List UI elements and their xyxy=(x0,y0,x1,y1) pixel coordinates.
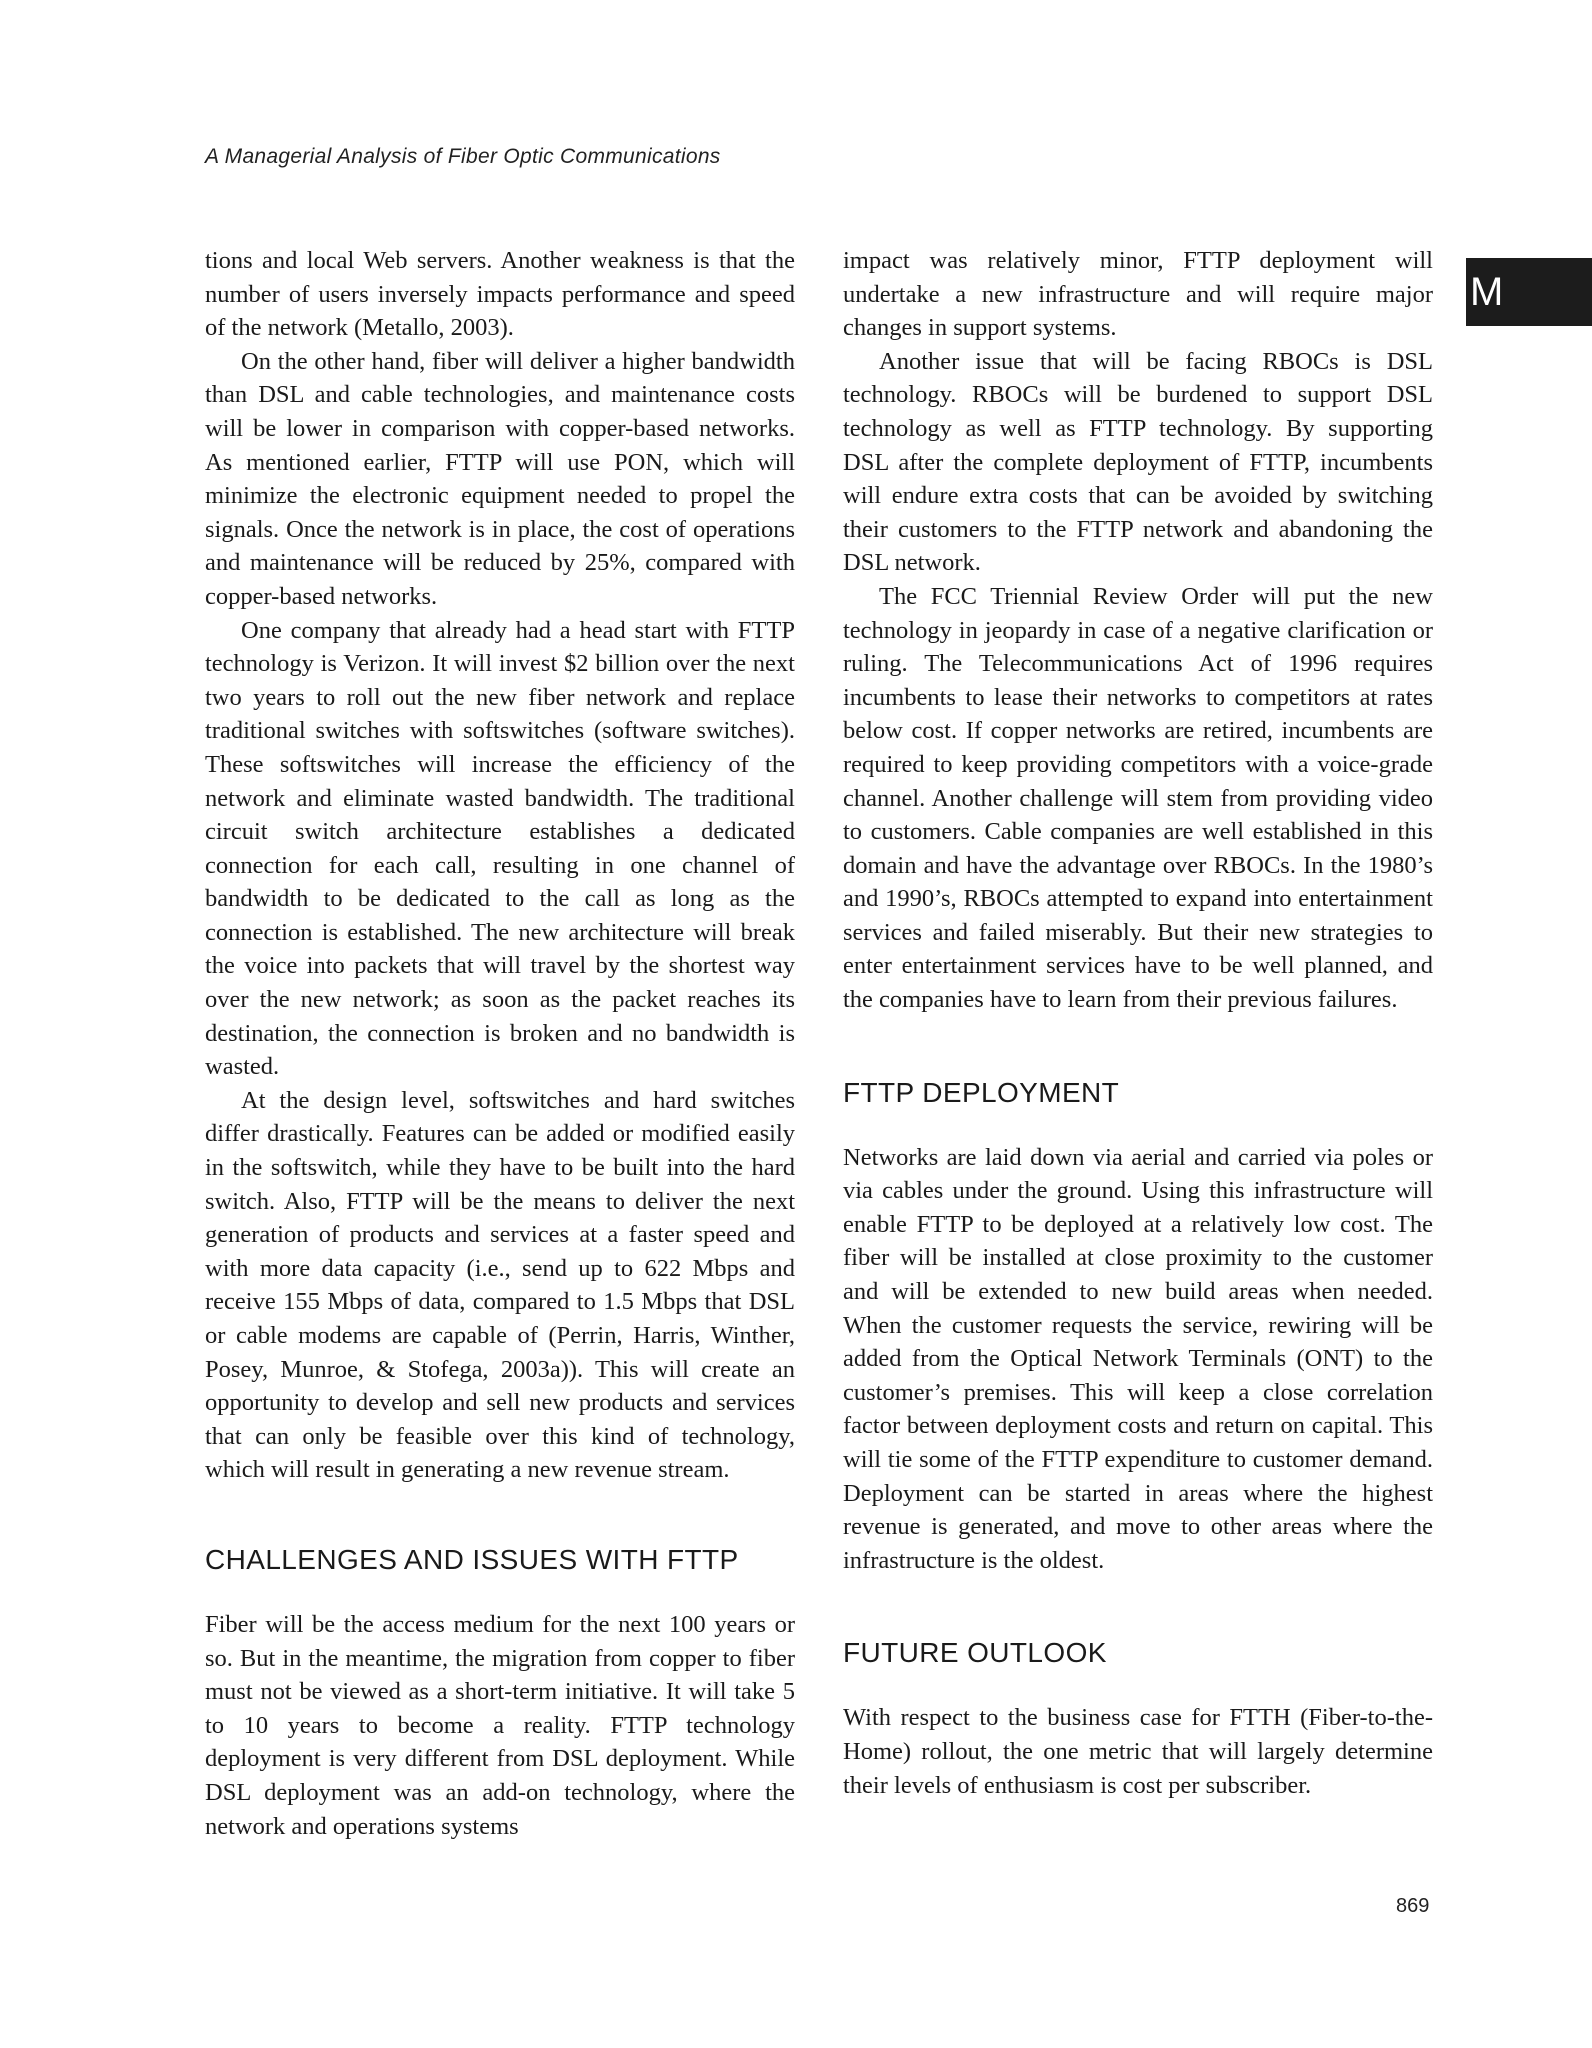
paragraph: Networks are laid down via aerial and carried via poles or via cables under the ground. Using this infrastructure will enable FTTP to be deployed at a relatively low cost. The fiber will be installed at close proximity to the customer and will be extended to new build areas when needed. When the customer requests the service, rewiring will be added from the Optical Network Terminals (ONT) to the customer’s premises. This will keep a close correlation factor between deployment costs and return on capital. This will tie some of the FTTP expenditure to customer demand. Deployment can be started in areas where the highest revenue is generated, and move to other areas where the infrastructure is the oldest. xyxy=(843,1143,1433,1574)
section-tab-marker: M xyxy=(1466,258,1592,326)
paragraph: With respect to the business case for FTTH (Fiber-to-the-Home) rollout, the one metric that will largely determine their levels of enthusiasm is cost per subscriber. xyxy=(843,1704,1433,1799)
section-heading-outlook: FUTURE OUTLOOK xyxy=(843,1637,1107,1669)
section-heading-challenges: CHALLENGES AND ISSUES WITH FTTP xyxy=(205,1543,739,1575)
paragraph: Another issue that will be facing RBOCs is DSL technology. RBOCs will be burdened to support DSL technology as well as FTTP technology. By supporting DSL after the complete deployment of FTTP, incumbents will endure extra costs that can be avoided by switching their customers to the FTTP network and abandoning the DSL network. xyxy=(843,347,1433,577)
paragraph: The FCC Triennial Review Order will put the new technology in jeopardy in case of a negative clarification or ruling. The Telecommunications Act of 1996 requires incumbents to lease their networks to competitors at rates below cost. If copper networks are retired, incumbents are required to keep providing competitors with a voice-grade channel. Another challenge will stem from providing video to customers. Cable companies are well established in this domain and have the advantage over RBOCs. In the 1980’s and 1990’s, RBOCs attempted to expand into entertainment services and failed miserably. But their new strategies to enter entertainment services have to be well planned, and the companies have to learn from their previous failures. xyxy=(843,582,1433,1014)
paragraph: At the design level, softswitches and hard switches differ drastically. Features can be added or modified easily in the softswitch, while they have to be built into the hard switch. Also, FTTP will be the means to deliver the next generation of products and services at a faster speed and with more data capacity (i.e., send up to 622 Mbps and receive 155 Mbps of data, compared to 1.5 Mbps that DSL or cable modems are capable of (Perrin, Harris, Winther, Posey, Munroe, & Stofega, 2003a)). This will create an opportunity to develop and sell new products and services that can only be feasible over this kind of technology, which will result in generating a new revenue stream. xyxy=(205,1086,795,1484)
paragraph: impact was relatively minor, FTTP deployment will undertake a new infrastructure and will require major changes in support systems. xyxy=(843,247,1433,342)
section-heading-deployment: FTTP DEPLOYMENT xyxy=(843,1076,1120,1108)
paragraph: Fiber will be the access medium for the next 100 years or so. But in the meantime, the migration from copper to fiber must not be viewed as a short-term initiative. It will take 5 to 10 years to become a reality. FTTP technology deployment is very different from DSL deployment. While DSL deployment was an add-on technology, where the network and operations systems xyxy=(205,1610,795,1840)
paragraph: On the other hand, fiber will deliver a higher bandwidth than DSL and cable technologies, and maintenance costs will be lower in comparison with copper-based networks. As mentioned earlier, FTTP will use PON, which will minimize the electronic equipment needed to propel the signals. Once the network is in place, the cost of operations and maintenance will be reduced by 25%, compared with copper-based networks. xyxy=(205,347,795,610)
running-header: A Managerial Analysis of Fiber Optic Communications xyxy=(205,145,721,168)
right-column xyxy=(843,244,1433,1802)
paragraph: tions and local Web servers. Another weakness is that the number of users inversely impacts performance and speed of the network (Metallo, 2003). xyxy=(205,247,795,342)
paragraph: One company that already had a head start with FTTP technology is Verizon. It will invest $2 billion over the next two years to roll out the new fiber network and replace traditional switches with softswitches (software switches). These softswitches will increase the efficiency of the network and eliminate wasted bandwidth. The traditional circuit switch architecture establishes a dedicated connection for each call, resulting in one channel of bandwidth to be dedicated to the call as long as the connection is established. The new architecture will break the voice into packets that will travel by the shortest way over the new network; as soon as the packet reaches its destination, the connection is broken and no bandwidth is wasted. xyxy=(205,616,795,1081)
page-number: 869 xyxy=(1396,1895,1430,1917)
left-column xyxy=(205,244,795,1843)
